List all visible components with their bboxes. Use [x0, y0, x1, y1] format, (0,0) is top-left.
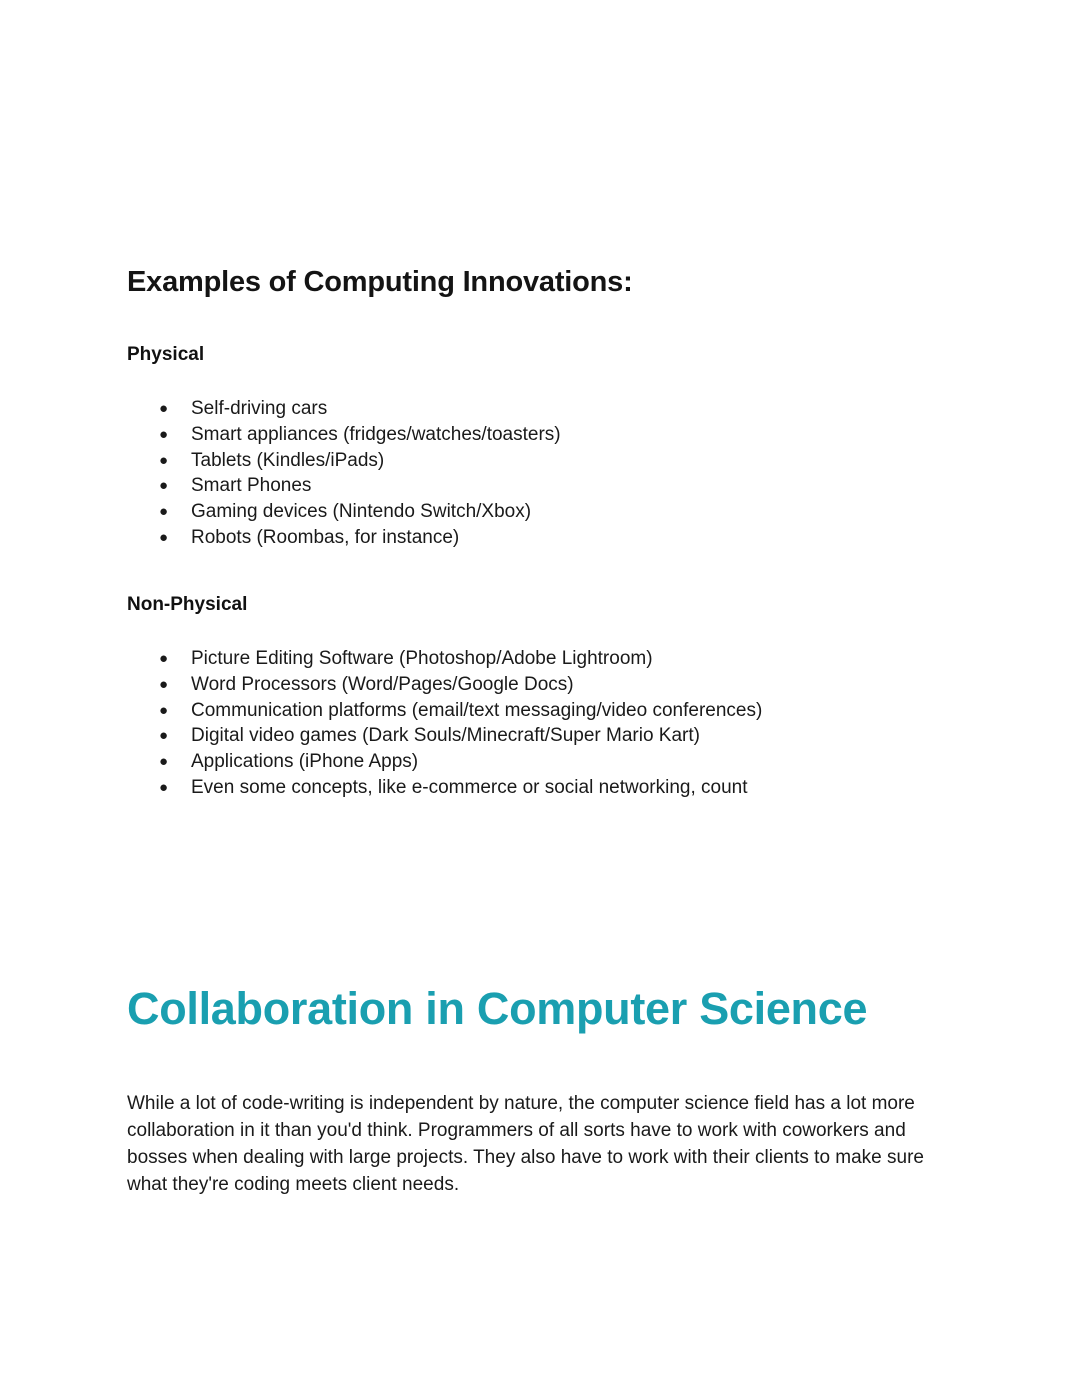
bullet-icon: ●	[159, 477, 169, 495]
bullet-icon: ●	[159, 778, 169, 796]
list-item: ● Communication platforms (email/text messaging/video conferences)	[127, 698, 762, 724]
list-item: ● Word Processors (Word/Pages/Google Docs)	[127, 672, 762, 698]
bullet-icon: ●	[159, 701, 169, 719]
bullet-icon: ●	[159, 528, 169, 546]
list-item: ● Even some concepts, like e-commerce or social networking, count	[127, 775, 762, 801]
bullet-icon: ●	[159, 727, 169, 745]
bullet-icon: ●	[159, 650, 169, 667]
collaboration-heading: Collaboration in Computer Science	[127, 983, 868, 1034]
list-item: ● Tablets (Kindles/iPads)	[127, 448, 561, 474]
physical-list	[127, 396, 561, 551]
examples-heading: Examples of Computing Innovations:	[127, 266, 633, 298]
list-item: ● Smart appliances (fridges/watches/toasters)	[127, 422, 561, 448]
bullet-icon: ●	[159, 503, 169, 521]
list-item: ● Robots (Roombas, for instance)	[127, 525, 561, 551]
bullet-icon: ●	[159, 675, 169, 693]
list-item: ● Self-driving cars	[127, 396, 561, 422]
list-item: ● Applications (iPhone Apps)	[127, 749, 762, 775]
non-physical-subheading: Non-Physical	[127, 594, 248, 615]
list-item: ● Picture Editing Software (Photoshop/Adobe Lightroom)	[127, 646, 762, 672]
physical-subheading: Physical	[127, 344, 205, 365]
collaboration-paragraph: While a lot of code-writing is independent by nature, the computer science field has a lot more collaboration in it than you'd think. Programmers of all sorts have to work with coworkers and bosses when dealing with large projects. They also have to work with their clients to make sure what they're coding meets client needs.	[127, 1093, 924, 1195]
non-physical-list	[127, 646, 762, 801]
bullet-icon: ●	[159, 400, 169, 417]
bullet-icon: ●	[159, 753, 169, 771]
list-item: ● Gaming devices (Nintendo Switch/Xbox)	[127, 499, 561, 525]
list-item: ● Smart Phones	[127, 473, 561, 499]
bullet-icon: ●	[159, 425, 169, 443]
bullet-icon: ●	[159, 451, 169, 469]
list-item: ● Digital video games (Dark Souls/Minecraft/Super Mario Kart)	[127, 723, 762, 749]
